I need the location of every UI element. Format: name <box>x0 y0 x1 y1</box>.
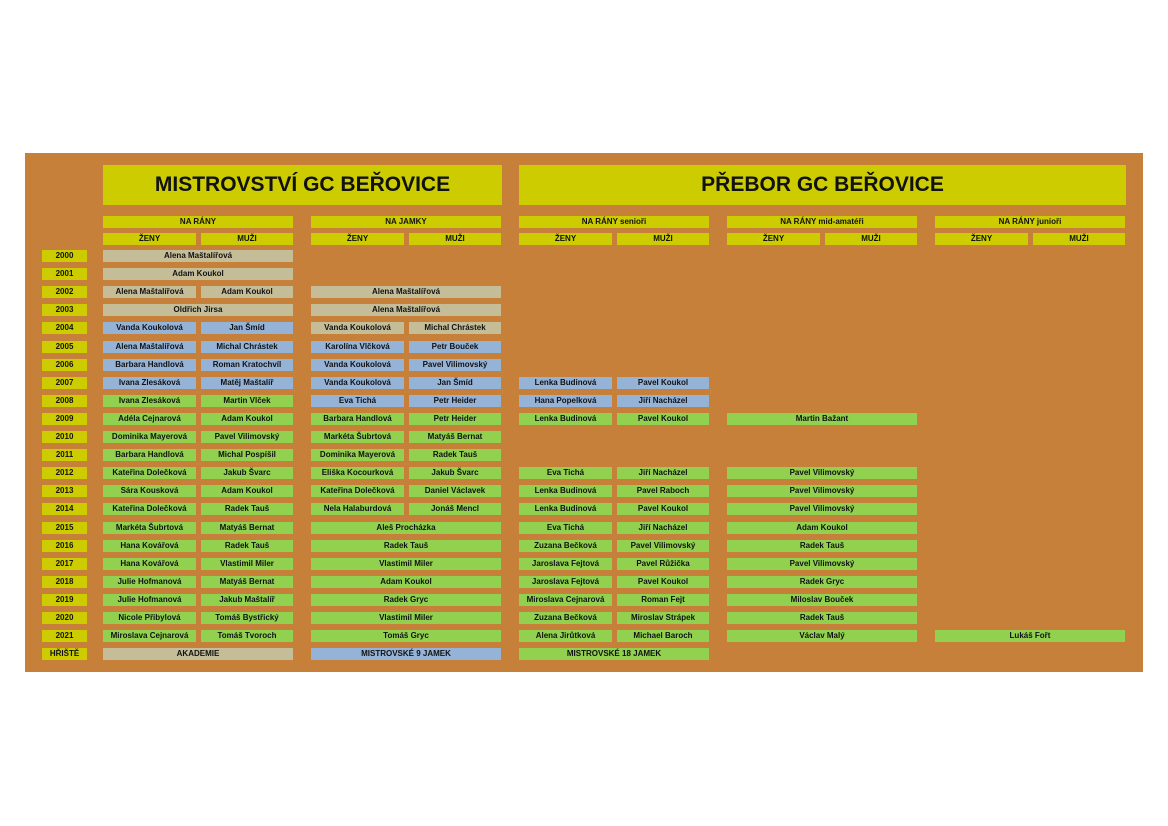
winner-cell: Dominika Mayerová <box>311 449 404 461</box>
winner-cell: Nela Halaburdová <box>311 503 404 515</box>
winner-cell: Pavel Růžička <box>617 558 709 570</box>
winner-cell: Vanda Koukolová <box>311 377 404 389</box>
winner-cell: Vanda Koukolová <box>311 359 404 371</box>
winner-cell: Michal Chrástek <box>201 341 293 353</box>
winner-cell: Radek Tauš <box>201 540 293 552</box>
winner-cell: Eva Tichá <box>519 522 612 534</box>
winner-cell: Eva Tichá <box>311 395 404 407</box>
winner-cell: Pavel Vilimovský <box>409 359 501 371</box>
winner-cell: Lukáš Fořt <box>935 630 1125 642</box>
winner-cell: Oldřich Jirsa <box>103 304 293 316</box>
winner-cell: Lenka Budinová <box>519 377 612 389</box>
winner-cell: Adam Koukol <box>727 522 917 534</box>
year-label: 2010 <box>42 431 87 443</box>
winner-cell: Petr Bouček <box>409 341 501 353</box>
winner-cell: Michal Chrástek <box>409 322 501 334</box>
winner-cell: Petr Heider <box>409 413 501 425</box>
year-label: 2019 <box>42 594 87 606</box>
year-label: 2008 <box>42 395 87 407</box>
winner-cell: Adam Koukol <box>103 268 293 280</box>
subheader-muzi: MUŽI <box>201 233 293 245</box>
winner-cell: Julie Hofmanová <box>103 576 196 588</box>
winner-cell: Tomáš Gryc <box>311 630 501 642</box>
winner-cell: Michael Baroch <box>617 630 709 642</box>
winner-cell: Julie Hofmanová <box>103 594 196 606</box>
winner-cell: Jiří Nacházel <box>617 395 709 407</box>
winner-cell: Kateřina Dolečková <box>311 485 404 497</box>
winner-cell: Sára Kousková <box>103 485 196 497</box>
year-label: 2000 <box>42 250 87 262</box>
winner-cell: Pavel Koukol <box>617 413 709 425</box>
winner-cell: Matyáš Bernat <box>409 431 501 443</box>
winner-cell: Tomáš Bystřický <box>201 612 293 624</box>
winner-cell: Roman Kratochvíl <box>201 359 293 371</box>
year-label: 2014 <box>42 503 87 515</box>
winner-cell: Alena Maštalířová <box>103 250 293 262</box>
winner-cell: Vlastimil Miler <box>311 558 501 570</box>
winner-cell: Tomáš Tvoroch <box>201 630 293 642</box>
subheader-muzi: MUŽI <box>617 233 709 245</box>
winner-cell: Radek Gryc <box>311 594 501 606</box>
winner-cell: Jan Šmíd <box>201 322 293 334</box>
winner-cell: Matěj Maštalíř <box>201 377 293 389</box>
winner-cell: Dominika Mayerová <box>103 431 196 443</box>
winner-cell: Adéla Cejnarová <box>103 413 196 425</box>
winner-cell: Petr Heider <box>409 395 501 407</box>
group-mid-amateri: NA RÁNY mid-amatéři <box>727 216 917 228</box>
year-label: 2018 <box>42 576 87 588</box>
winner-cell: Pavel Vilimovský <box>617 540 709 552</box>
winner-cell: Jakub Švarc <box>201 467 293 479</box>
subheader-zeny: ŽENY <box>935 233 1028 245</box>
winner-cell: Vlastimil Miler <box>201 558 293 570</box>
winner-cell: Jaroslava Fejtová <box>519 576 612 588</box>
subheader-zeny: ŽENY <box>727 233 820 245</box>
title-prebor: PŘEBOR GC BEŘOVICE <box>519 165 1126 205</box>
winner-cell: Aleš Procházka <box>311 522 501 534</box>
year-label: 2016 <box>42 540 87 552</box>
course-akademie: AKADEMIE <box>103 648 293 660</box>
winner-cell: Adam Koukol <box>201 413 293 425</box>
subheader-zeny: ŽENY <box>519 233 612 245</box>
winner-cell: Vlastimil Miler <box>311 612 501 624</box>
course-label: HŘIŠTĚ <box>42 648 87 660</box>
winner-cell: Kateřina Dolečková <box>103 503 196 515</box>
winner-cell: Jan Šmíd <box>409 377 501 389</box>
year-label: 2004 <box>42 322 87 334</box>
winner-cell: Jonáš Mencl <box>409 503 501 515</box>
winner-cell: Radek Tauš <box>311 540 501 552</box>
winner-cell: Pavel Vilimovský <box>727 467 917 479</box>
winner-cell: Lenka Budinová <box>519 413 612 425</box>
winner-cell: Jakub Švarc <box>409 467 501 479</box>
winner-cell: Miroslava Cejnarová <box>103 630 196 642</box>
winner-cell: Adam Koukol <box>201 485 293 497</box>
winner-cell: Adam Koukol <box>311 576 501 588</box>
winner-cell: Barbara Handlová <box>311 413 404 425</box>
winner-cell: Zuzana Bečková <box>519 612 612 624</box>
group-na-jamky: NA JAMKY <box>311 216 501 228</box>
winner-cell: Pavel Koukol <box>617 576 709 588</box>
winner-cell: Kateřina Dolečková <box>103 467 196 479</box>
winner-cell: Markéta Šubrtová <box>311 431 404 443</box>
group-juniori: NA RÁNY junioři <box>935 216 1125 228</box>
winner-cell: Vanda Koukolová <box>103 322 196 334</box>
subheader-muzi: MUŽI <box>1033 233 1125 245</box>
winner-cell: Miroslava Cejnarová <box>519 594 612 606</box>
winner-cell: Pavel Vilimovský <box>727 558 917 570</box>
winner-cell: Radek Tauš <box>201 503 293 515</box>
winner-cell: Lenka Budinová <box>519 485 612 497</box>
winner-cell: Eva Tichá <box>519 467 612 479</box>
results-board <box>25 153 1143 672</box>
winner-cell: Vanda Koukolová <box>311 322 404 334</box>
winner-cell: Adam Koukol <box>201 286 293 298</box>
winner-cell: Pavel Vilimovský <box>201 431 293 443</box>
winner-cell: Alena Jirůtková <box>519 630 612 642</box>
winner-cell: Radek Gryc <box>727 576 917 588</box>
year-label: 2009 <box>42 413 87 425</box>
group-na-rany: NA RÁNY <box>103 216 293 228</box>
year-label: 2020 <box>42 612 87 624</box>
winner-cell: Hana Popelková <box>519 395 612 407</box>
winner-cell: Matyáš Bernat <box>201 522 293 534</box>
winner-cell: Alena Maštalířová <box>311 304 501 316</box>
winner-cell: Zuzana Bečková <box>519 540 612 552</box>
winner-cell: Barbara Handlová <box>103 449 196 461</box>
subheader-zeny: ŽENY <box>103 233 196 245</box>
winner-cell: Ivana Zlesáková <box>103 377 196 389</box>
winner-cell: Radek Tauš <box>727 612 917 624</box>
winner-cell: Jiří Nacházel <box>617 522 709 534</box>
winner-cell: Daniel Václavek <box>409 485 501 497</box>
winner-cell: Roman Fejt <box>617 594 709 606</box>
winner-cell: Hana Kovářová <box>103 540 196 552</box>
winner-cell: Michal Pospíšil <box>201 449 293 461</box>
group-seniori: NA RÁNY senioři <box>519 216 709 228</box>
subheader-zeny: ŽENY <box>311 233 404 245</box>
year-label: 2017 <box>42 558 87 570</box>
winner-cell: Markéta Šubrtová <box>103 522 196 534</box>
winner-cell: Barbara Handlová <box>103 359 196 371</box>
winner-cell: Matyáš Bernat <box>201 576 293 588</box>
year-label: 2013 <box>42 485 87 497</box>
winner-cell: Alena Maštalířová <box>103 286 196 298</box>
winner-cell: Radek Tauš <box>727 540 917 552</box>
winner-cell: Václav Malý <box>727 630 917 642</box>
winner-cell: Pavel Koukol <box>617 503 709 515</box>
year-label: 2007 <box>42 377 87 389</box>
year-label: 2006 <box>42 359 87 371</box>
course-9-jamek: MISTROVSKÉ 9 JAMEK <box>311 648 501 660</box>
winner-cell: Pavel Koukol <box>617 377 709 389</box>
year-label: 2002 <box>42 286 87 298</box>
winner-cell: Ivana Zlesáková <box>103 395 196 407</box>
winner-cell: Nicole Přibylová <box>103 612 196 624</box>
winner-cell: Miloslav Bouček <box>727 594 917 606</box>
winner-cell: Alena Maštalířová <box>311 286 501 298</box>
winner-cell: Martin Vlček <box>201 395 293 407</box>
winner-cell: Jakub Maštalíř <box>201 594 293 606</box>
winner-cell: Jaroslava Fejtová <box>519 558 612 570</box>
winner-cell: Radek Tauš <box>409 449 501 461</box>
year-label: 2021 <box>42 630 87 642</box>
winner-cell: Jiří Nacházel <box>617 467 709 479</box>
year-label: 2001 <box>42 268 87 280</box>
subheader-muzi: MUŽI <box>825 233 917 245</box>
winner-cell: Martin Bažant <box>727 413 917 425</box>
winner-cell: Alena Maštalířová <box>103 341 196 353</box>
winner-cell: Lenka Budinová <box>519 503 612 515</box>
winner-cell: Eliška Kocourková <box>311 467 404 479</box>
winner-cell: Karolína Vlčková <box>311 341 404 353</box>
winner-cell: Pavel Raboch <box>617 485 709 497</box>
winner-cell: Hana Kovářová <box>103 558 196 570</box>
year-label: 2003 <box>42 304 87 316</box>
subheader-muzi: MUŽI <box>409 233 501 245</box>
title-mistrovstvi: MISTROVSTVÍ GC BEŘOVICE <box>103 165 502 205</box>
winner-cell: Pavel Vilimovský <box>727 503 917 515</box>
year-label: 2012 <box>42 467 87 479</box>
year-label: 2011 <box>42 449 87 461</box>
year-label: 2005 <box>42 341 87 353</box>
winner-cell: Miroslav Strápek <box>617 612 709 624</box>
year-label: 2015 <box>42 522 87 534</box>
winner-cell: Pavel Vilimovský <box>727 485 917 497</box>
course-18-jamek: MISTROVSKÉ 18 JAMEK <box>519 648 709 660</box>
